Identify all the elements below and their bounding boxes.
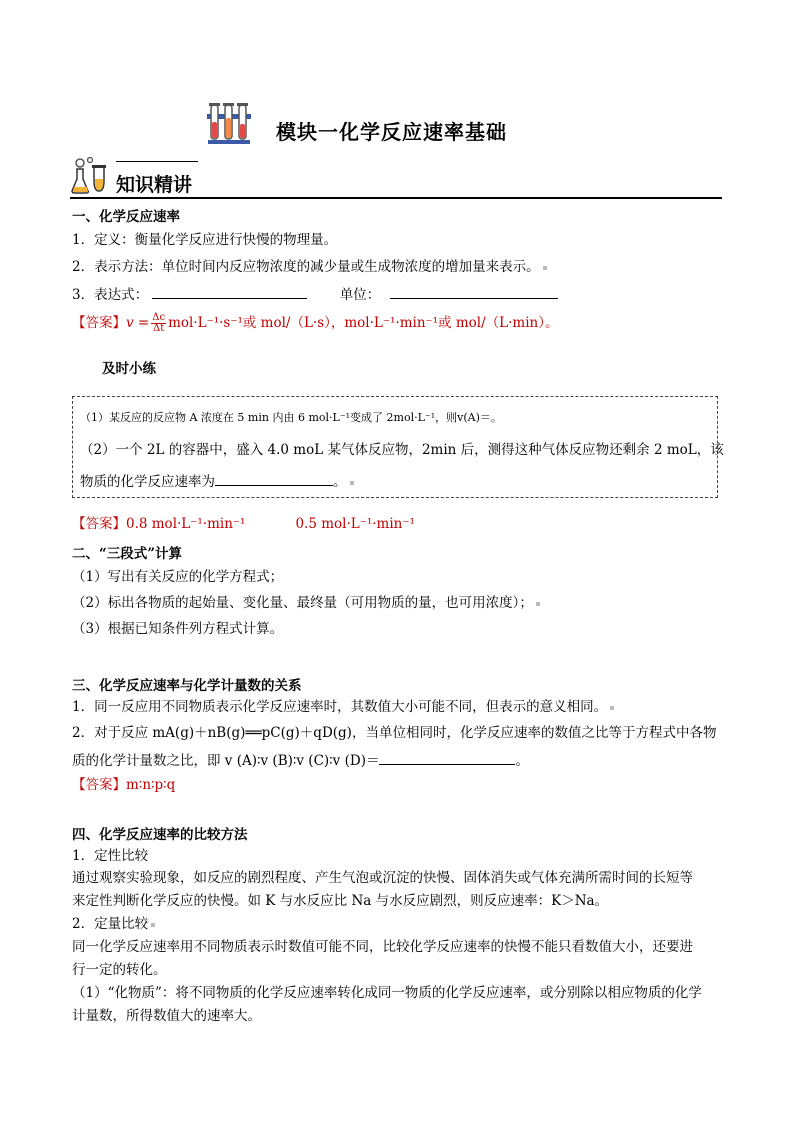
answer-v: v =	[126, 315, 150, 331]
s3-line-1	[72, 698, 614, 716]
practice-q2b-text: 物质的化学反应速率为	[80, 474, 215, 490]
practice-q2b-period: 。	[333, 474, 347, 490]
expression-blank	[152, 284, 307, 299]
s2-line-2	[72, 594, 540, 612]
ratio-blank	[379, 750, 515, 765]
s4-line-1: 1．定性比较	[72, 848, 149, 864]
edit-marker-icon	[610, 706, 614, 710]
fraction-denominator: Δt	[153, 323, 165, 334]
edit-marker-icon	[350, 481, 354, 485]
s4-line-6: 行一定的转化。	[72, 962, 167, 978]
answer-tag: 【答案】	[72, 516, 126, 532]
unit-label: 单位：	[339, 287, 381, 303]
answer-units: mol·L⁻¹·s⁻¹或 mol/（L·s），mol·L⁻¹·min⁻¹或 mol/（L·min）。	[168, 315, 559, 331]
s1-answer	[72, 313, 558, 334]
expression-label: 3．表达式：	[72, 287, 149, 303]
section-2-heading: 二、“三段式”计算	[72, 546, 183, 562]
s3-answer	[72, 776, 175, 794]
practice-answer	[72, 515, 415, 533]
s1-line-2	[72, 258, 547, 276]
s4-line-4-text: 2．定量比较	[72, 916, 149, 932]
practice-q2a: （2）一个 2L 的容器中，盛入 4.0 moL 某气体反应物，2min 后，测得这种气体反应物还剩余 2 moL，该	[80, 442, 724, 458]
practice-title: 及时小练	[102, 361, 156, 377]
s1-line-1: 1．定义：衡量化学反应进行快慢的物理量。	[72, 232, 338, 248]
answer-tag: 【答案】	[72, 777, 126, 793]
practice-blank	[215, 471, 333, 486]
page-title: 模块一化学反应速率基础	[276, 120, 507, 144]
section-banner: 知识精讲	[116, 174, 193, 196]
s4-line-2: 通过观察实验现象，如反应的剧烈程度、产生气泡或沉淀的快慢、固体消失或气体充满所需时间的长短等	[72, 870, 693, 886]
s3-line-1-text: 1．同一反应用不同物质表示化学反应速率时，其数值大小可能不同，但表示的意义相同。	[72, 699, 608, 715]
s4-line-4	[72, 915, 155, 933]
section-4-heading: 四、化学反应速率的比较方法	[72, 827, 248, 843]
s1-line-3	[72, 284, 558, 304]
practice-q2b	[80, 471, 354, 491]
s2-line-3: （3）根据已知条件列方程式计算。	[72, 621, 284, 637]
s4-line-7: （1）“化物质”：将不同物质的化学反应速率转化成同一物质的化学反应速率，或分别除以相应物质的化学	[72, 985, 702, 1001]
section-1-heading: 一、化学反应速率	[72, 209, 180, 225]
section-3-heading: 三、化学反应速率与化学计量数的关系	[72, 678, 302, 694]
answer-tag: 【答案】	[72, 315, 126, 331]
s3-line-3-text: 质的化学计量数之比，即 v (A)∶v (B)∶v (C)∶v (D)＝	[72, 753, 380, 769]
s3-line-2: 2．对于反应 mA(g)＋nB(g)══pC(g)＋qD(g)，当单位相同时，化学反应速率的数值之比等于方程式中各物	[72, 725, 717, 741]
s4-line-5: 同一化学反应速率用不同物质表示时数值可能不同，比较化学反应速率的快慢不能只看数值大小，还要进	[72, 939, 693, 955]
banner-underline	[70, 197, 722, 199]
fraction-numerator: Δc	[152, 312, 166, 323]
practice-q1: （1）某反应的反应物 A 浓度在 5 min 内由 6 mol·L⁻¹变成了 2mol·L⁻¹，则v(A)＝。	[80, 411, 502, 424]
practice-answer-2: 0.5 mol·L⁻¹·min⁻¹	[295, 516, 415, 532]
s1-line-2-text: 2．表示方法：单位时间内反应物浓度的减少量或生成物浓度的增加量来表示。	[72, 259, 540, 275]
edit-marker-icon	[536, 602, 540, 606]
practice-answer-1: 0.8 mol·L⁻¹·min⁻¹	[126, 516, 246, 532]
s3-line-3	[72, 750, 529, 770]
banner-top-rule	[116, 161, 198, 162]
s4-line-8: 计量数，所得数值大的速率大。	[72, 1008, 261, 1024]
test-tube-icon	[205, 100, 253, 146]
s2-line-1: （1）写出有关反应的化学方程式；	[72, 569, 284, 585]
s2-line-2-text: （2）标出各物质的起始量、变化量、最终量（可用物质的量，也可用浓度）；	[72, 595, 533, 611]
unit-blank	[390, 284, 558, 299]
fraction	[151, 313, 166, 334]
s3-line-3-end: 。	[515, 753, 529, 769]
flask-icon	[70, 157, 110, 195]
edit-marker-icon	[151, 923, 155, 927]
s4-line-3: 来定性判断化学反应的快慢。如 K 与水反应比 Na 与水反应剧烈，则反应速率：K＞Na。	[72, 893, 609, 909]
s3-answer-text: m∶n∶p∶q	[126, 777, 176, 793]
edit-marker-icon	[543, 266, 547, 270]
